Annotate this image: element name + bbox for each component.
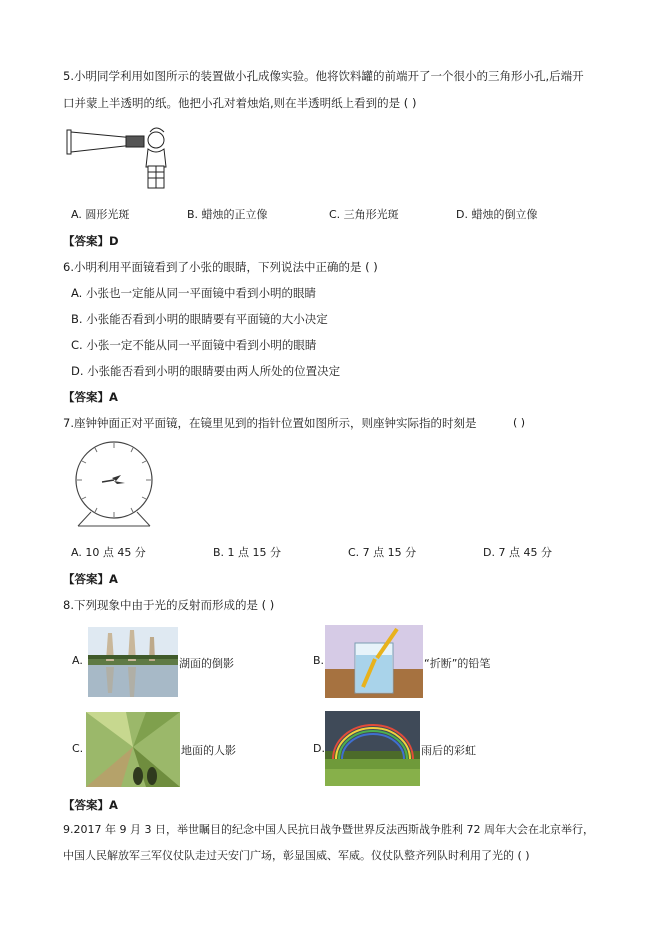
ground-shadow-image — [86, 712, 180, 787]
q6-answer: 【答案】A — [63, 390, 118, 404]
q8-stem: 8.下列现象中由于光的反射而形成的是 ( ) — [63, 598, 275, 612]
q6-option-b: B. 小张能否看到小明的眼睛要有平面镜的大小决定 — [71, 312, 328, 326]
q8-letter-c: C. — [72, 742, 84, 755]
q5-answer: 【答案】D — [63, 234, 119, 248]
q5-option-b: B. 蜡烛的正立像 — [187, 208, 268, 221]
q8-caption-a: 湖面的倒影 — [179, 657, 234, 670]
q8-caption-d: 雨后的彩虹 — [421, 744, 476, 757]
q8-answer: 【答案】A — [63, 798, 118, 812]
q9-stem-line1: 9.2017 年 9 月 3 日，举世瞩目的纪念中国人民抗日战争暨世界反法西斯战争胜利 72 周年大会在北京举行， — [63, 823, 594, 836]
q5-stem-line2: 口并蒙上半透明的纸。他把小孔对着烛焰,则在半透明纸上看到的是 ( ) — [63, 96, 417, 110]
bent-pencil-image — [325, 625, 423, 698]
q7-option-b: B. 1 点 15 分 — [213, 546, 282, 559]
q8-caption-c: 地面的人影 — [181, 744, 236, 757]
lake-reflection-image — [88, 627, 178, 697]
rainbow-image — [325, 711, 420, 786]
q8-caption-b: “折断”的铅笔 — [424, 657, 491, 670]
q6-option-d: D. 小张能否看到小明的眼睛要由两人所处的位置决定 — [71, 364, 341, 378]
q6-option-c: C. 小张一定不能从同一平面镜中看到小明的眼睛 — [71, 338, 317, 352]
q9-stem-line2: 中国人民解放军三军仪仗队走过天安门广场，彰显国威、军威。仪仗队整齐列队时利用了光的 ( ) — [63, 849, 530, 862]
q7-paren: ( ) — [513, 416, 526, 429]
pinhole-camera-figure — [64, 122, 184, 194]
q5-option-a: A. 圆形光斑 — [71, 208, 130, 221]
q6-stem: 6.小明利用平面镜看到了小张的眼睛，下列说法中正确的是 ( ) — [63, 260, 378, 274]
q8-letter-a: A. — [72, 654, 83, 667]
q5-option-d: D. 蜡烛的倒立像 — [456, 208, 538, 221]
q7-option-a: A. 10 点 45 分 — [71, 546, 146, 559]
mirror-clock-figure — [64, 440, 164, 530]
q6-option-a: A. 小张也一定能从同一平面镜中看到小明的眼睛 — [71, 286, 316, 300]
q7-option-c: C. 7 点 15 分 — [348, 546, 417, 559]
q5-option-c: C. 三角形光斑 — [329, 208, 399, 221]
q8-letter-b: B. — [313, 654, 325, 667]
q8-letter-d: D. — [313, 742, 325, 755]
q5-stem-line1: 5.小明同学利用如图所示的装置做小孔成像实验。他将饮料罐的前端开了一个很小的三角形小孔,后端开 — [63, 69, 584, 83]
q7-option-d: D. 7 点 45 分 — [483, 546, 552, 559]
q7-stem: 7.座钟钟面正对平面镜，在镜里见到的指针位置如图所示，则座钟实际指的时刻是 — [63, 416, 477, 430]
q7-answer: 【答案】A — [63, 572, 118, 586]
